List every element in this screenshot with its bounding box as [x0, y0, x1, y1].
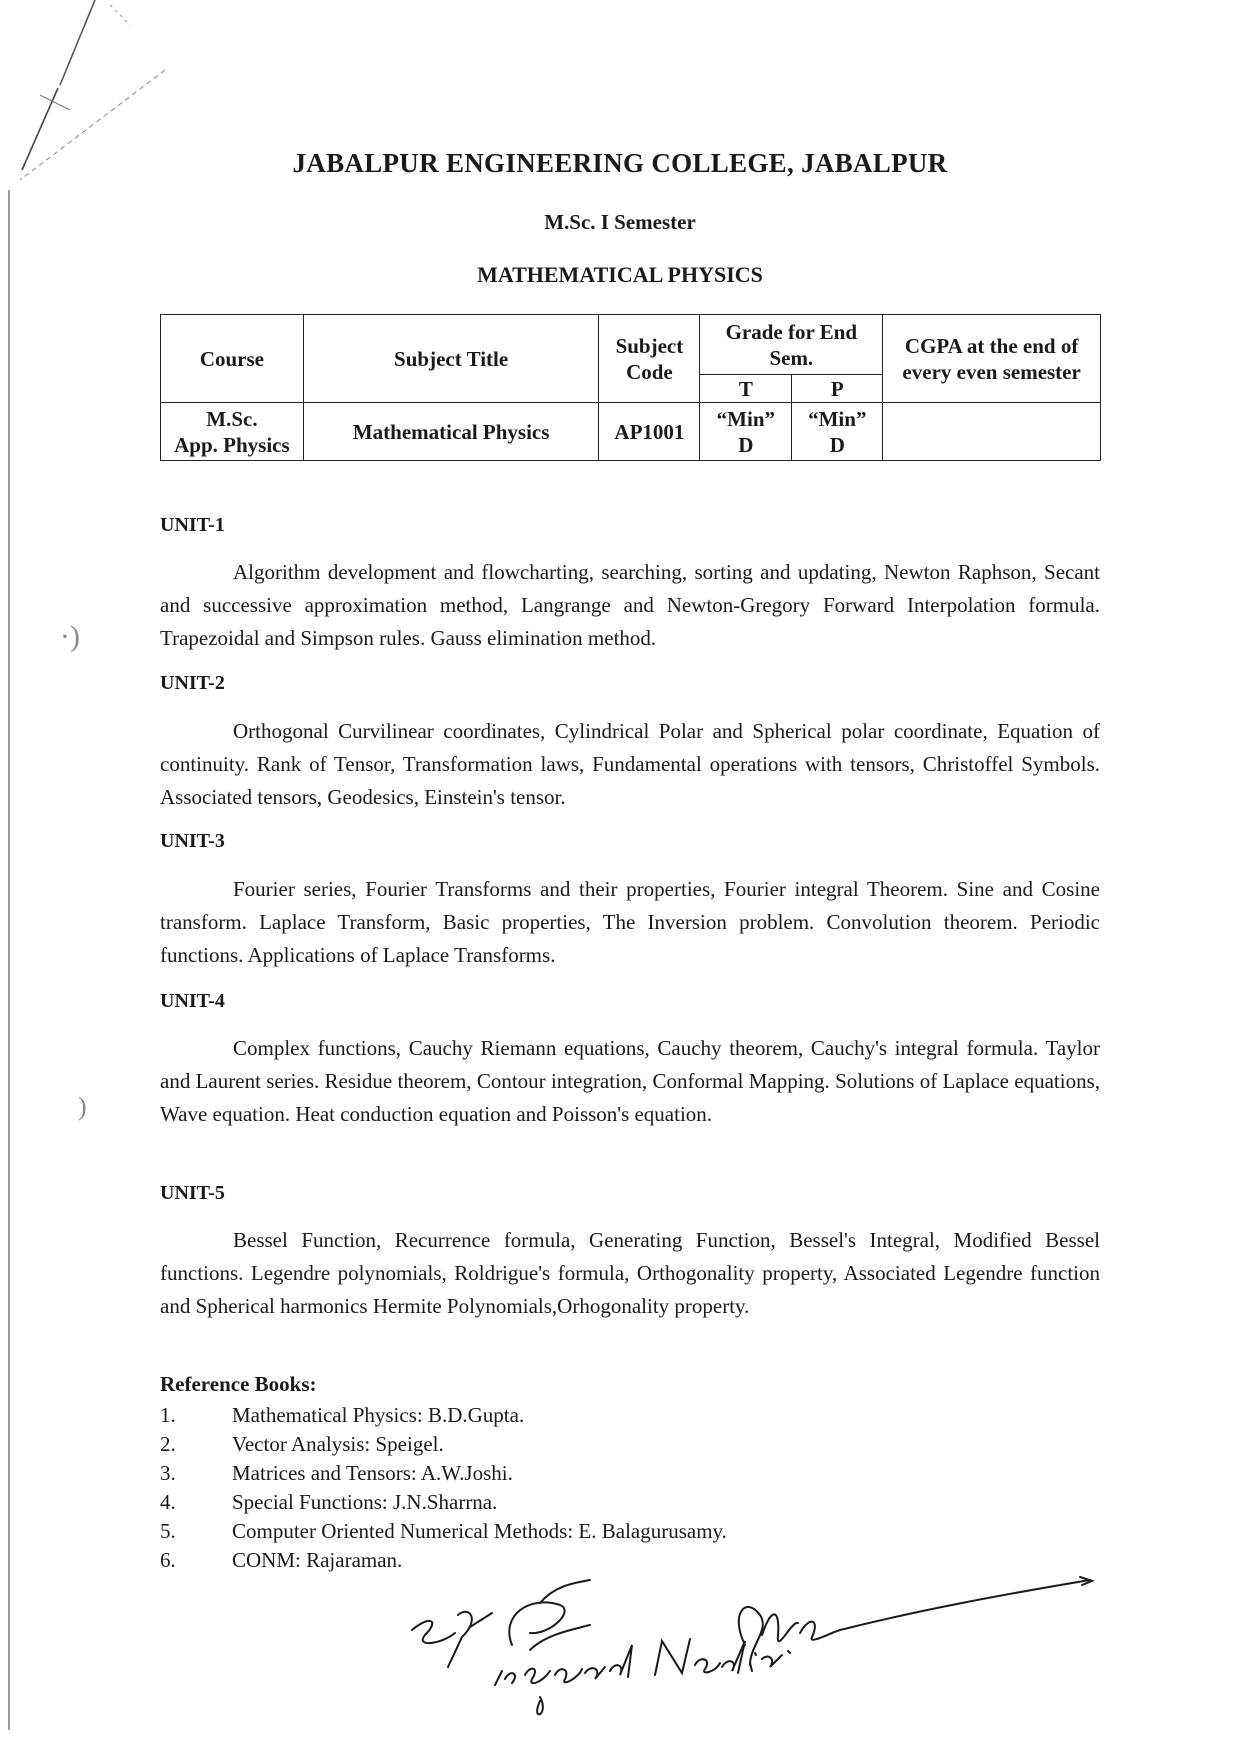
signature-2 — [739, 1577, 1092, 1665]
cell-grade-t-line1: “Min” — [716, 406, 776, 431]
binder-hole-mark: ·) — [60, 620, 80, 653]
cell-cgpa — [883, 403, 1101, 461]
cell-grade-p-line2: D — [829, 432, 845, 457]
unit-4-heading: UNIT-4 — [160, 990, 225, 1012]
header-subject-title: Subject Title — [303, 315, 599, 403]
header-subject-code: Subject Code — [599, 315, 700, 403]
reference-books-heading: Reference Books: — [160, 1372, 317, 1396]
unit-5-text: Bessel Function, Recurrence formula, Generating Function, Bessel's Integral, Modified Bessel functions. Legendre polynomials, Roldrigue's formula, Orthogonality property, Associated Legendre function and Spherical harmonics Hermite Polynomials,Orhogonality property. — [160, 1228, 1100, 1318]
reference-list — [160, 1401, 1060, 1575]
reference-text: Vector Analysis: Speigel. — [232, 1432, 444, 1456]
cell-grade-p — [792, 403, 883, 461]
reference-item — [160, 1546, 1060, 1575]
header-course: Course — [161, 315, 304, 403]
reference-number: 2. — [160, 1432, 176, 1456]
reference-item — [160, 1517, 1060, 1546]
reference-item — [160, 1488, 1060, 1517]
handwritten-signatures — [400, 1575, 1120, 1725]
reference-item — [160, 1401, 1060, 1430]
cell-subject-title: Mathematical Physics — [303, 403, 599, 461]
header-cgpa: CGPA at the end of every even semester — [883, 315, 1101, 403]
reference-number: 1. — [160, 1403, 176, 1427]
reference-item — [160, 1459, 1060, 1488]
signature-1 — [412, 1580, 790, 1714]
cell-course — [161, 403, 304, 461]
reference-text: Mathematical Physics: B.D.Gupta. — [232, 1403, 525, 1427]
reference-number: 6. — [160, 1548, 176, 1572]
reference-number: 5. — [160, 1519, 176, 1543]
reference-number: 4. — [160, 1490, 176, 1514]
semester-label: M.Sc. I Semester — [544, 210, 696, 234]
reference-text: CONM: Rajaraman. — [232, 1548, 403, 1572]
cell-grade-p-line1: “Min” — [808, 406, 867, 431]
course-table — [160, 314, 1101, 461]
cell-course-line1: M.Sc. — [206, 406, 258, 431]
reference-text: Special Functions: J.N.Sharrna. — [232, 1490, 498, 1514]
unit-2-heading: UNIT-2 — [160, 672, 225, 694]
unit-4-text: Complex functions, Cauchy Riemann equations, Cauchy theorem, Cauchy's integral formula. Taylor and Laurent series. Residue theorem, Contour integration, Conformal Mapping. Solutions of Laplace equations, Wave equation. Heat conduction equation and Poisson's equation. — [160, 1036, 1100, 1126]
cell-course-line2: App. Physics — [174, 432, 290, 457]
unit-5-heading: UNIT-5 — [160, 1182, 225, 1204]
institution-title: JABALPUR ENGINEERING COLLEGE, JABALPUR — [292, 148, 948, 178]
header-grade-p: P — [792, 375, 883, 403]
unit-1-heading: UNIT-1 — [160, 514, 225, 536]
reference-number: 3. — [160, 1461, 176, 1485]
unit-3-heading: UNIT-3 — [160, 830, 225, 852]
binder-hole-mark: ) — [78, 1092, 87, 1121]
reference-item — [160, 1430, 1060, 1459]
unit-2-text: Orthogonal Curvilinear coordinates, Cylindrical Polar and Spherical polar coordinate, Equation of continuity. Rank of Tensor, Transformation laws, Fundamental operations with tensors, Christoffel Symbols. Associated tensors, Geodesics, Einstein's tensor. — [160, 719, 1100, 809]
header-grade: Grade for End Sem. — [700, 315, 883, 375]
reference-text: Matrices and Tensors: A.W.Joshi. — [232, 1461, 513, 1485]
scan-edge-line — [8, 190, 10, 1730]
subject-heading: MATHEMATICAL PHYSICS — [477, 262, 763, 287]
cell-grade-t — [700, 403, 792, 461]
unit-1-text: Algorithm development and flowcharting, searching, sorting and updating, Newton Raphson, Secant and successive approximation method, Langrange and Newton-Gregory Forward Interpolation formula. Trapezoidal and Simpson rules. Gauss elimination method. — [160, 560, 1100, 650]
cell-subject-code: AP1001 — [599, 403, 700, 461]
unit-3-text: Fourier series, Fourier Transforms and their properties, Fourier integral Theorem. Sine and Cosine transform. Laplace Transform, Basic properties, The Inversion problem. Convolution theorem. Periodic functions. Applications of Laplace Transforms. — [160, 877, 1100, 967]
reference-text: Computer Oriented Numerical Methods: E. Balagurusamy. — [232, 1519, 727, 1543]
cell-grade-t-line2: D — [738, 432, 754, 457]
header-grade-t: T — [700, 375, 792, 403]
